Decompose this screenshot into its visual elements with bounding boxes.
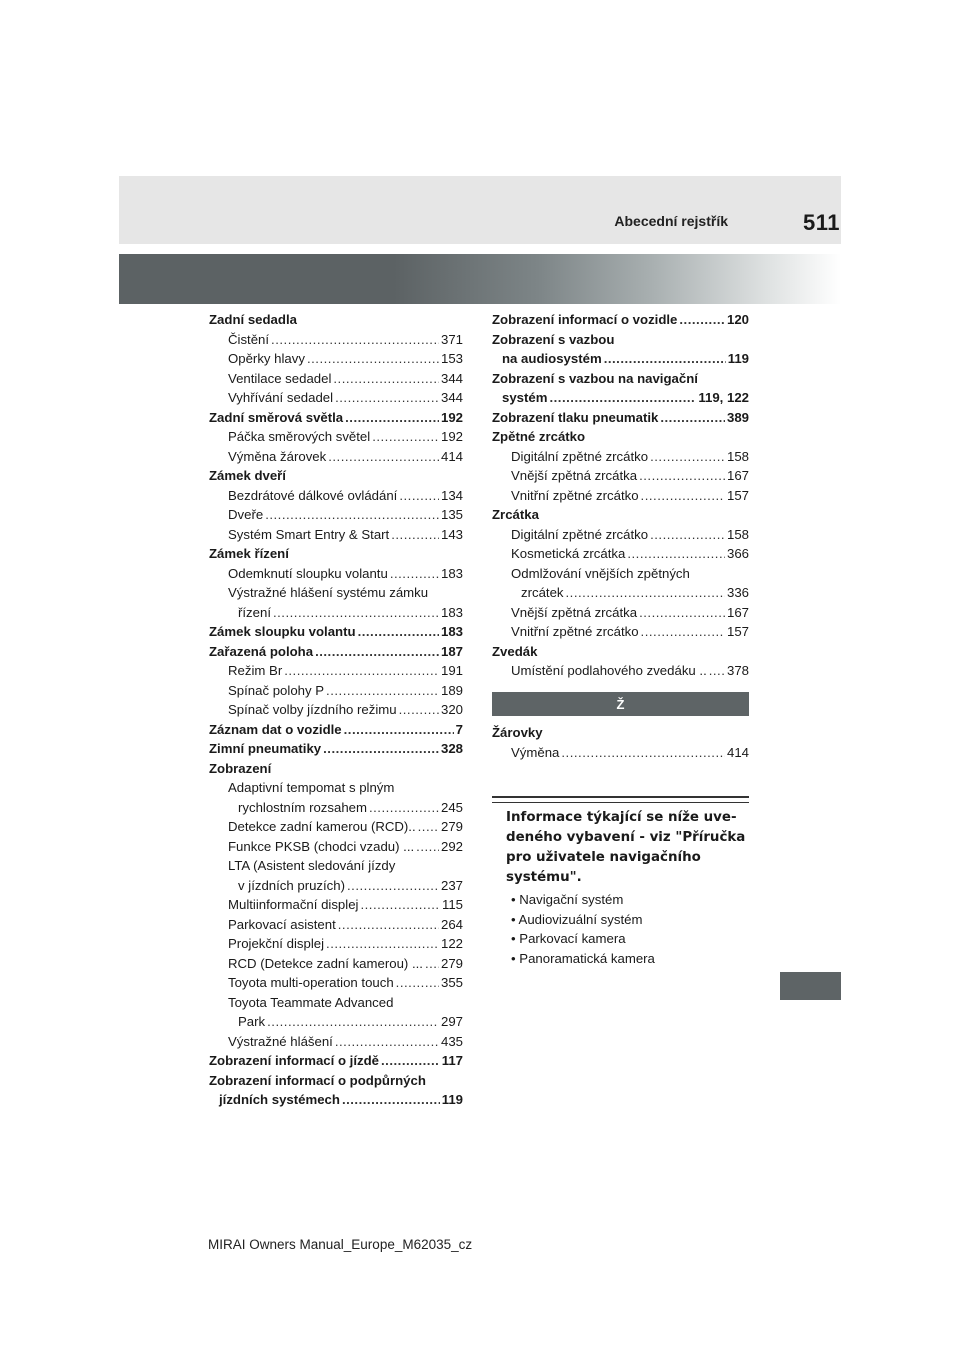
info-box-item: • Navigační systém (511, 892, 624, 907)
leader-dots (328, 447, 439, 467)
entry-label: Výměna (511, 744, 560, 760)
entry-page-number: 192 (440, 429, 463, 444)
index-entry (209, 642, 463, 662)
entry-page-number: 245 (440, 799, 463, 815)
entry-page-number: 414 (726, 744, 749, 760)
leader-dots (425, 954, 439, 974)
leader-dots (271, 330, 439, 350)
leader-dots (335, 1032, 439, 1052)
chapter-side-tab (780, 972, 841, 1000)
entry-page-number: 183 (440, 604, 463, 620)
index-entry (209, 759, 463, 779)
index-subentry (209, 369, 463, 389)
entry-label: Zadní směrová světla (209, 409, 344, 425)
index-subentry (209, 505, 463, 525)
entry-page-number: 264 (440, 916, 463, 932)
index-subentry (209, 388, 463, 408)
leader-dots (399, 486, 439, 506)
leader-dots (641, 486, 725, 506)
leader-dots (641, 622, 725, 642)
leader-dots (561, 743, 725, 763)
entry-page-number: 191 (440, 663, 463, 678)
entry-label: Zpětné zrcátko (492, 429, 586, 444)
entry-label: řízení (238, 604, 271, 620)
section-title: Abecední rejstřík (614, 213, 728, 229)
index-subentry (209, 856, 463, 876)
entry-label: Zobrazení informací o podpůrných (209, 1072, 426, 1088)
index-subentry (209, 330, 463, 350)
entry-label: Zobrazení informací o vozidle (492, 312, 678, 327)
entry-label: Výstražné hlášení systému zámku (228, 585, 429, 600)
entry-page-number: 192 (440, 409, 463, 425)
entry-label: Čistění (228, 331, 270, 347)
entry-page-number: 158 (726, 448, 749, 464)
entry-label: Zámek dveří (209, 468, 286, 483)
leader-dots (549, 388, 696, 408)
leader-dots (390, 564, 439, 584)
index-subentry (209, 993, 463, 1013)
entry-page-number: 297 (440, 1014, 463, 1029)
leader-dots (709, 661, 725, 681)
leader-dots (345, 408, 439, 428)
leader-dots (315, 642, 439, 662)
leader-dots (273, 603, 439, 623)
index-subentry (209, 973, 463, 993)
entry-label: Zrcátka (492, 507, 539, 522)
entry-label: Zobrazení s vazbou (492, 331, 615, 347)
entry-page-number: 344 (440, 370, 463, 386)
entry-label: Páčka směrových světel (228, 429, 371, 444)
index-subentry (209, 447, 463, 467)
footer-text: MIRAI Owners Manual_Europe_M62035_cz (208, 1237, 473, 1252)
entry-page-number: 122 (440, 936, 463, 951)
entry-page-number: 115 (441, 897, 463, 912)
entry-page-number: 344 (440, 390, 463, 405)
index-entry (209, 1071, 463, 1091)
entry-page-number: 183 (440, 624, 463, 639)
entry-label: Vyhřívání sedadel (228, 390, 334, 405)
index-subentry (209, 798, 463, 818)
index-subentry (209, 778, 463, 798)
info-box-line: deného vybavení - viz "Příručka (506, 830, 746, 845)
index-subentry (209, 915, 463, 935)
entry-label: Žárovky (492, 725, 543, 740)
info-box-item: • Panoramatická kamera (511, 950, 655, 966)
index-subentry (492, 544, 749, 564)
index-subentry (209, 603, 463, 623)
index-entry (492, 505, 749, 525)
leader-dots (323, 739, 439, 759)
index-subentry (492, 743, 749, 763)
leader-dots (399, 700, 439, 720)
index-entry (209, 720, 463, 740)
entry-page-number: 119 (441, 1092, 463, 1107)
index-subentry (209, 661, 463, 681)
index-subentry (209, 349, 463, 369)
index-entry (209, 466, 463, 486)
index-subentry (209, 700, 463, 720)
entry-label: Vnější zpětná zrcátka (511, 604, 638, 620)
entry-page-number: 435 (440, 1033, 463, 1049)
leader-dots (342, 1090, 440, 1110)
entry-label: zrcátek (521, 585, 564, 600)
leader-dots (416, 837, 439, 857)
entry-label: rychlostním rozsahem (238, 799, 367, 815)
entry-page-number: 157 (726, 624, 749, 639)
leader-dots (369, 798, 439, 818)
header-band (119, 176, 841, 244)
leader-dots (396, 973, 439, 993)
index-entry (209, 622, 463, 642)
index-subentry (492, 525, 749, 545)
leader-dots (418, 817, 439, 837)
entry-page-number: 189 (440, 682, 463, 698)
entry-label: Zámek sloupku volantu (209, 624, 356, 639)
leader-dots (307, 349, 439, 369)
entry-page-number: 167 (726, 468, 749, 483)
index-subentry (209, 681, 463, 701)
info-box-item: • Parkovací kamera (511, 931, 626, 946)
index-entry (209, 310, 463, 330)
entry-label: Adaptivní tempomat s plným (228, 780, 395, 795)
leader-dots (627, 544, 725, 564)
index-entry (492, 349, 749, 369)
index-subentry (209, 564, 463, 584)
index-entry (209, 408, 463, 428)
info-box-line: Informace týkající se níže uve- (506, 810, 737, 825)
index-subentry (492, 564, 749, 584)
entry-label: na audiosystém (502, 351, 602, 366)
entry-label: Multiinformační displej (228, 897, 359, 912)
entry-label: Detekce zadní kamerou (RCD).. (228, 819, 416, 834)
entry-page-number: 320 (440, 702, 463, 717)
entry-label: Zadní sedadla (209, 312, 297, 327)
leader-dots (381, 1051, 440, 1071)
leader-dots (639, 603, 725, 623)
leader-dots (660, 408, 725, 428)
entry-page-number: 355 (440, 975, 463, 990)
index-entry (209, 1090, 463, 1110)
double-rule-divider (492, 796, 749, 803)
entry-page-number: 143 (440, 526, 463, 542)
leader-dots (604, 349, 726, 369)
entry-label: Režim Br (228, 663, 283, 678)
entry-page-number: 153 (440, 351, 463, 366)
index-subentry (209, 525, 463, 545)
entry-label: Vnitřní zpětné zrcátko (511, 624, 639, 639)
index-subentry (209, 895, 463, 915)
entry-page-number: 183 (440, 565, 463, 581)
entry-label: Spínač volby jízdního režimu (228, 702, 397, 717)
entry-label: Dveře (228, 507, 264, 522)
index-entry (492, 408, 749, 428)
index-subentry (209, 837, 463, 857)
entry-label: Vnější zpětná zrcátka (511, 468, 638, 483)
entry-label: Umístění podlahového zvedáku .. (511, 663, 707, 678)
entry-label: Opěrky hlavy (228, 351, 305, 366)
entry-page-number: 167 (726, 604, 749, 620)
index-subentry (209, 427, 463, 447)
entry-label: Kosmetická zrcátka (511, 546, 626, 561)
entry-label: Bezdrátové dálkové ovládání (228, 487, 398, 503)
entry-label: Zámek řízení (209, 546, 289, 561)
entry-label: Výměna žárovek (228, 448, 327, 464)
index-subentry (492, 447, 749, 467)
entry-page-number: 389 (726, 409, 749, 425)
index-subentry (492, 466, 749, 486)
info-box-item: • Audiovizuální systém (511, 911, 643, 927)
entry-page-number: 237 (440, 877, 463, 893)
entry-label: Zobrazení s vazbou na navigační (492, 370, 698, 386)
entry-page-number: 279 (440, 819, 463, 834)
index-subentry (209, 817, 463, 837)
index-entry (492, 369, 749, 389)
index-entry (209, 544, 463, 564)
leader-dots (650, 525, 725, 545)
entry-label: Systém Smart Entry & Start (228, 526, 390, 542)
index-subentry (209, 876, 463, 896)
entry-label: Zobrazení (209, 760, 272, 776)
entry-label: Zvedák (492, 643, 538, 659)
index-subentry (492, 661, 749, 681)
entry-label: Odemknutí sloupku volantu (228, 565, 388, 581)
leader-dots (338, 915, 439, 935)
index-entry (492, 310, 749, 330)
leader-dots (679, 310, 725, 330)
entry-label: Zobrazení tlaku pneumatik (492, 409, 659, 425)
entry-label: Funkce PKSB (chodci vzadu) ... (228, 838, 415, 854)
index-entry (492, 330, 749, 350)
entry-label: Parkovací asistent (228, 916, 336, 932)
leader-dots (566, 583, 725, 603)
info-box-text (492, 808, 754, 888)
entry-label: Spínač polohy P (228, 682, 325, 698)
leader-dots (639, 466, 725, 486)
entry-label: Zimní pneumatiky (209, 741, 322, 756)
leader-dots (360, 895, 440, 915)
leader-dots (650, 447, 725, 467)
info-box-line: pro uživatele navigačního (506, 850, 701, 865)
leader-dots (391, 525, 439, 545)
leader-dots (265, 505, 439, 525)
index-subentry (492, 583, 749, 603)
entry-label: Výstražné hlášení (228, 1033, 333, 1049)
entry-label: Zařazená poloha (209, 643, 314, 659)
index-letter-section (492, 723, 749, 762)
letter-divider: Ž (492, 692, 749, 716)
info-box-list (492, 890, 754, 968)
leader-dots (347, 876, 439, 896)
entry-label: systém (502, 390, 548, 405)
entry-page-number: 371 (440, 331, 463, 347)
entry-page-number: 119 (727, 351, 749, 366)
entry-label: Toyota Teammate Advanced (228, 994, 394, 1010)
leader-dots (267, 1012, 439, 1032)
leader-dots (344, 720, 454, 740)
index-column-right (492, 310, 749, 681)
entry-page-number: 366 (726, 546, 749, 561)
info-box-line: systému". (506, 870, 582, 885)
index-subentry (492, 486, 749, 506)
entry-label: LTA (Asistent sledování jízdy (228, 858, 396, 873)
entry-label: Toyota multi-operation touch (228, 975, 394, 990)
index-entry (492, 642, 749, 662)
entry-label: Digitální zpětné zrcátko (511, 526, 649, 542)
entry-label: Projekční displej (228, 936, 325, 951)
index-entry (209, 1051, 463, 1071)
index-subentry (209, 934, 463, 954)
entry-label: v jízdních pruzích) (238, 877, 346, 893)
index-entry (209, 739, 463, 759)
leader-dots (372, 427, 439, 447)
entry-label: Park (238, 1014, 266, 1029)
index-subentry (209, 1032, 463, 1052)
entry-page-number: 134 (440, 487, 463, 503)
entry-label: Záznam dat o vozidle (209, 721, 342, 737)
entry-page-number: 158 (726, 526, 749, 542)
leader-dots (326, 934, 439, 954)
index-column-left (209, 310, 463, 1110)
index-subentry (492, 622, 749, 642)
index-subentry (209, 1012, 463, 1032)
entry-page-number: 135 (440, 507, 463, 522)
entry-page-number: 292 (440, 838, 463, 854)
index-entry (492, 723, 749, 743)
entry-page-number: 157 (726, 487, 749, 503)
entry-page-number: 7 (455, 721, 463, 737)
info-box (492, 808, 754, 968)
entry-page-number: 119, 122 (698, 390, 749, 405)
entry-page-number: 328 (440, 741, 463, 756)
entry-page-number: 120 (726, 312, 749, 327)
entry-label: Zobrazení informací o jízdě (209, 1053, 379, 1068)
leader-dots (333, 369, 439, 389)
entry-page-number: 378 (726, 663, 749, 678)
index-subentry (209, 583, 463, 603)
entry-label: RCD (Detekce zadní kamerou) ... (228, 955, 423, 971)
entry-page-number: 279 (440, 955, 463, 971)
entry-label: Vnitřní zpětné zrcátko (511, 487, 639, 503)
page-number: 511 (803, 210, 840, 235)
entry-label: jízdních systémech (219, 1092, 340, 1107)
index-entry (492, 427, 749, 447)
leader-dots (358, 622, 439, 642)
entry-label: Digitální zpětné zrcátko (511, 448, 649, 464)
index-subentry (209, 486, 463, 506)
leader-dots (284, 661, 439, 681)
index-entry (492, 388, 749, 408)
leader-dots (335, 388, 439, 408)
leader-dots (326, 681, 439, 701)
entry-page-number: 117 (441, 1053, 463, 1068)
entry-page-number: 414 (440, 448, 463, 464)
entry-label: Ventilace sedadel (228, 370, 332, 386)
entry-page-number: 336 (726, 585, 749, 600)
index-subentry (492, 603, 749, 623)
index-subentry (209, 954, 463, 974)
entry-page-number: 187 (440, 643, 463, 659)
entry-label: Odmlžování vnějších zpětných (511, 565, 690, 581)
decorative-gradient-bar (119, 254, 841, 304)
